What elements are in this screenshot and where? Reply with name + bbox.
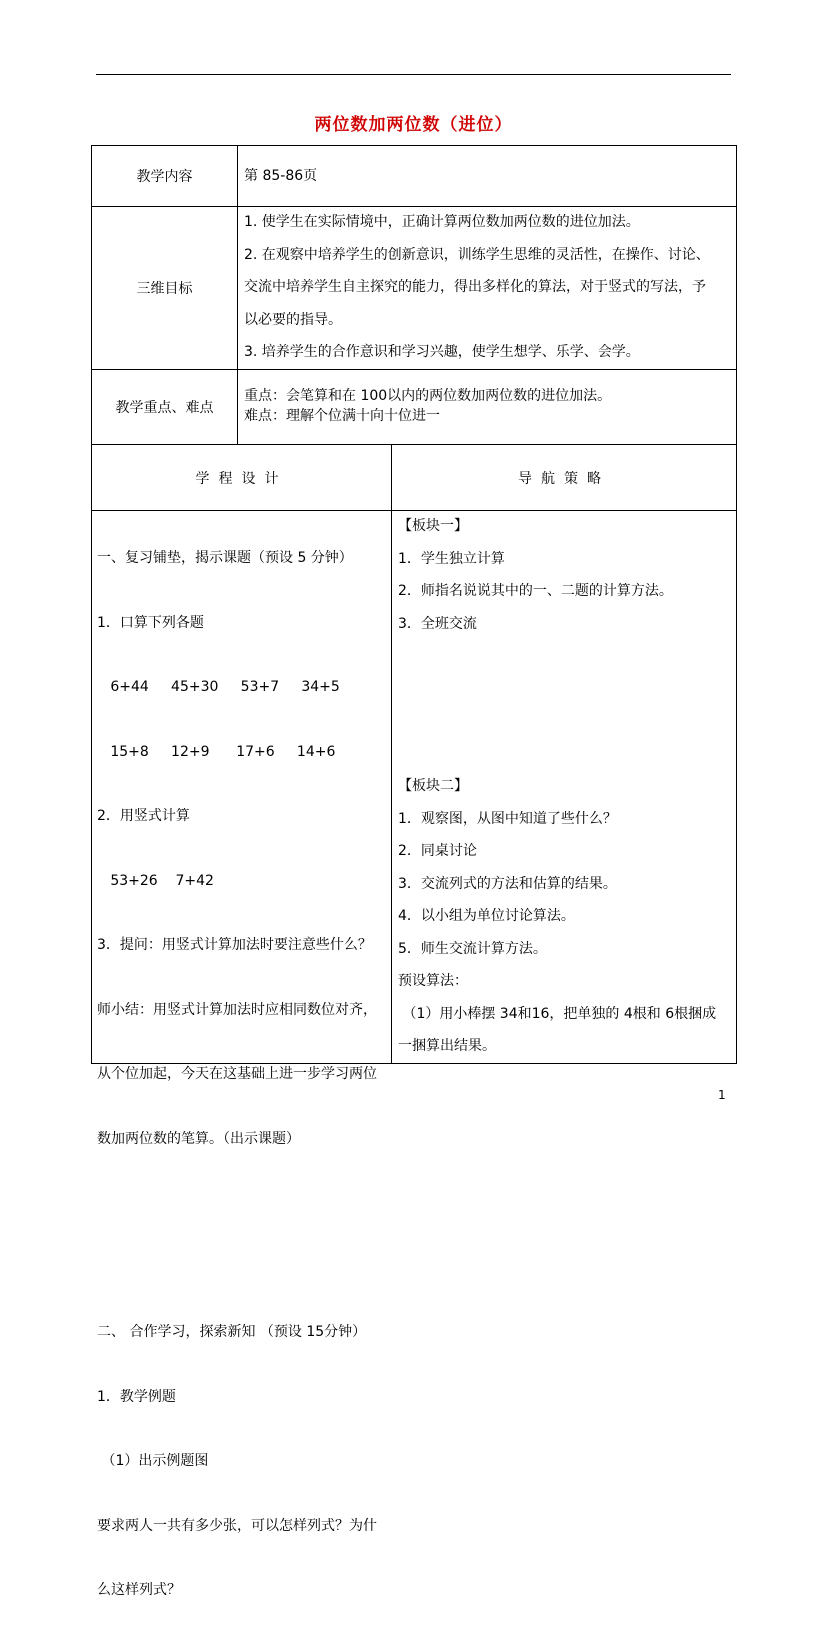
key-point-line: 难点：理解个位满十向十位进一	[244, 408, 440, 424]
text-line	[398, 738, 734, 771]
text-line	[97, 1187, 389, 1220]
text-line: 【板块二】	[398, 778, 468, 794]
text-line: 3．全班交流	[398, 615, 477, 632]
text-line: 3．交流列式的方法和估算的结果。	[398, 875, 617, 892]
text-line: 么这样列式？	[97, 1582, 181, 1598]
text-line: 1．学生独立计算	[398, 550, 505, 567]
goals-list	[244, 206, 734, 369]
goal-line: 以必要的指导。	[244, 311, 342, 328]
text-line: 3．提问：用竖式计算加法时要注意些什么？	[97, 937, 372, 953]
text-line: 2．用竖式计算	[97, 808, 190, 824]
text-line: 1．教学例题	[97, 1388, 176, 1405]
content-value: 第 85-86页	[244, 168, 318, 184]
text-line: 1．观察图，从图中知道了些什么？	[398, 810, 617, 827]
text-line: 从个位加起，今天在这基础上进一步学习两位	[97, 1066, 377, 1082]
key-points-list	[244, 386, 734, 426]
text-line: 2．师指名说说其中的一、二题的计算方法。	[398, 583, 673, 599]
text-line	[398, 673, 734, 706]
text-line: 53+26 7+42	[97, 872, 214, 889]
goal-line: 交流中培养学生自主探究的能力，得出多样化的算法，对于竖式的写法，予	[244, 279, 706, 295]
text-line: 一捆算出结果。	[398, 1038, 496, 1054]
page-title: 两位数加两位数（进位）	[314, 115, 513, 135]
text-line: 师小结：用竖式计算加法时应相同数位对齐，	[97, 1001, 377, 1018]
page-number: 1	[718, 1088, 726, 1102]
text-line: （1）出示例题图	[97, 1453, 209, 1469]
text-line: 2．同桌讨论	[398, 843, 477, 859]
text-line: 一、复习铺垫，揭示课题（预设 5 分钟）	[97, 550, 353, 566]
text-line: 【板块一】	[398, 518, 468, 534]
learning-design-content	[97, 510, 389, 1639]
goal-line: 3. 培养学生的合作意识和学习兴趣，使学生想学、乐学、会学。	[244, 344, 640, 360]
key-point-line: 重点：会笔算和在 100以内的两位数加两位数的进位加法。	[244, 388, 612, 404]
goal-line: 2. 在观察中培养学生的创新意识，训练学生思维的灵活性，在操作、讨论、	[244, 246, 710, 263]
goals-label: 三维目标	[136, 281, 193, 297]
text-line: 预设算法：	[398, 973, 468, 989]
text-line: （1）用小棒摆 34和16，把单独的 4根和 6根捆成	[398, 1005, 717, 1022]
text-line	[398, 705, 734, 738]
text-line: 15+8 12+9 17+6 14+6	[97, 743, 336, 760]
text-line: 数加两位数的笔算。（出示课题）	[97, 1130, 300, 1147]
text-line: 1．口算下列各题	[97, 614, 204, 631]
header-navigation-strategy: 导航策略	[518, 470, 610, 487]
goal-line: 1. 使学生在实际情境中，正确计算两位数加两位数的进位加法。	[244, 214, 640, 230]
key-points-label: 教学重点、难点	[115, 400, 214, 416]
text-line	[97, 1252, 389, 1285]
text-line: 5．师生交流计算方法。	[398, 940, 547, 957]
text-line: 要求两人一共有多少张，可以怎样列式？为什	[97, 1517, 377, 1534]
header-rule	[96, 74, 731, 75]
text-line: 4．以小组为单位讨论算法。	[398, 908, 575, 924]
navigation-strategy-content	[398, 510, 734, 1063]
text-line: 6+44 45+30 53+7 34+5	[97, 679, 340, 695]
text-line: 二、 合作学习，探索新知 （预设 15分钟）	[97, 1324, 367, 1340]
text-line	[398, 640, 734, 673]
content-label: 教学内容	[136, 169, 193, 185]
header-learning-design: 学程设计	[195, 470, 288, 487]
